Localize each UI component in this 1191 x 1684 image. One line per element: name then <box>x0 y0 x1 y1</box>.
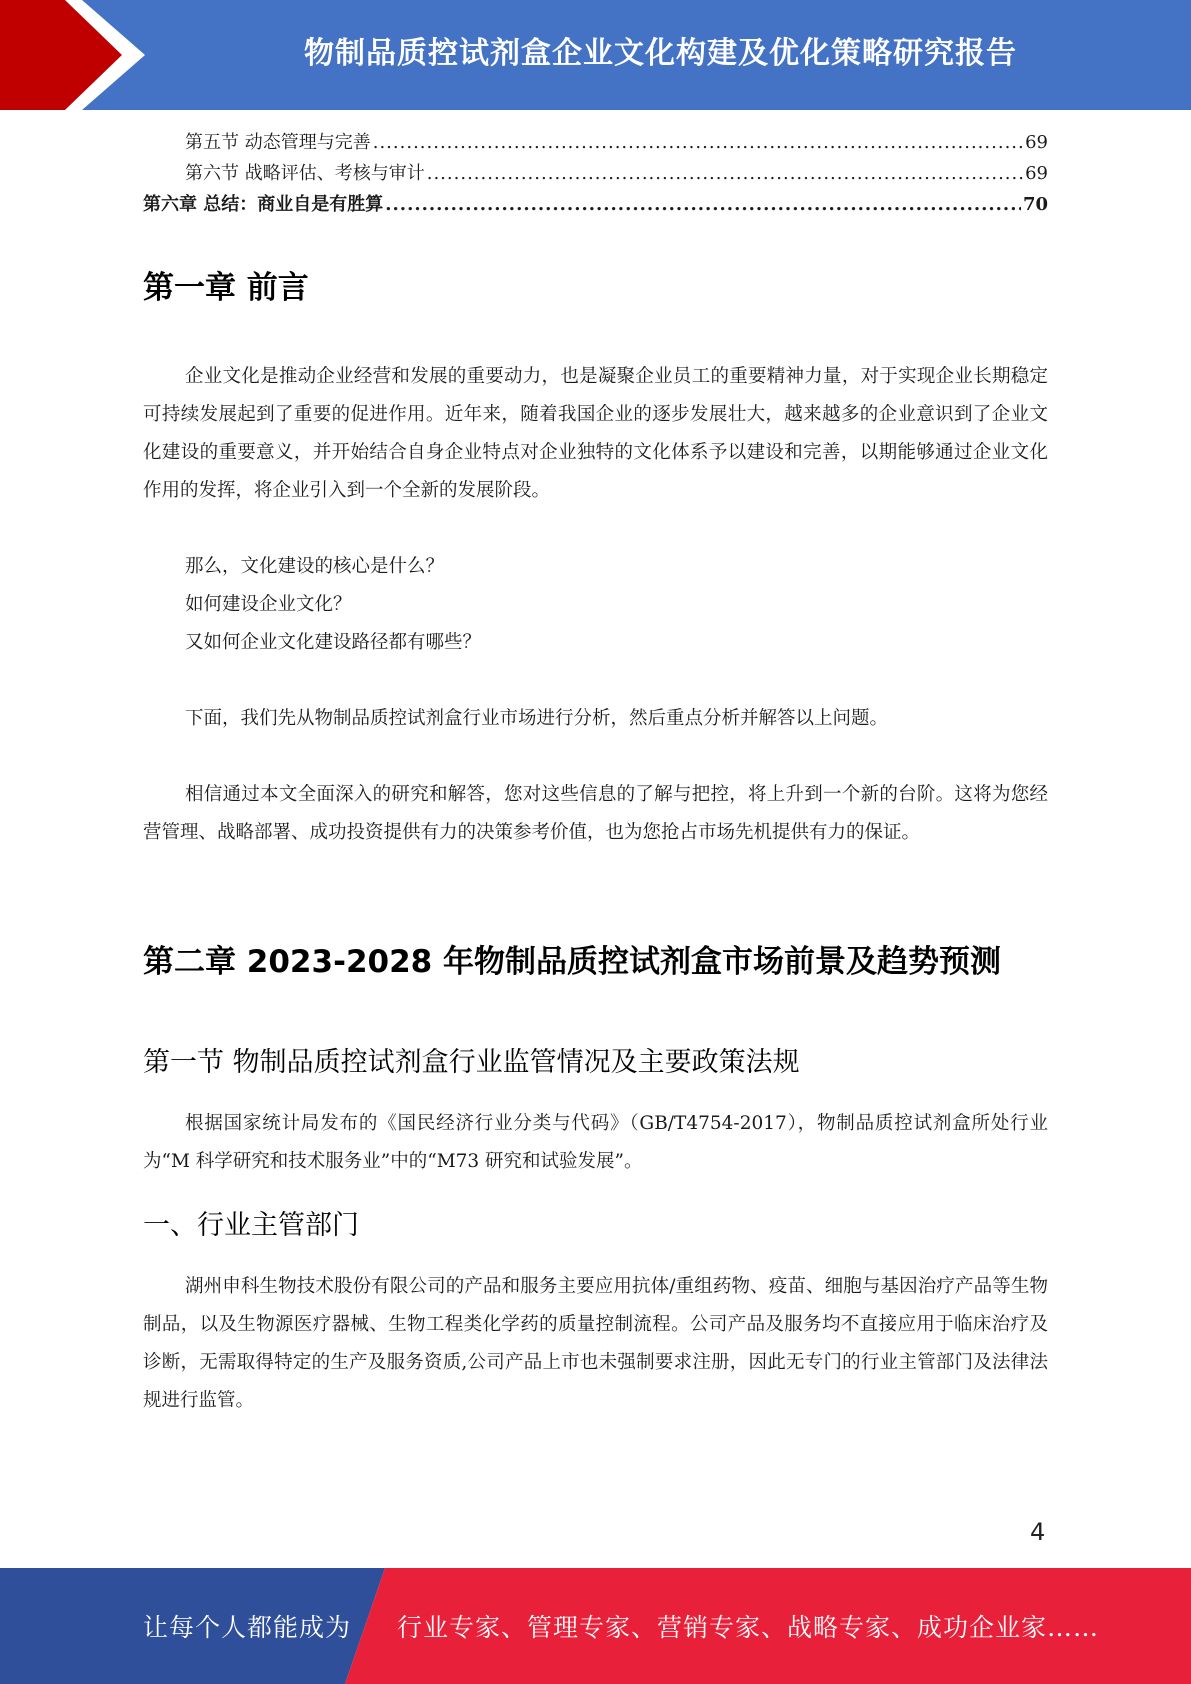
toc-page-number: 69 <box>1025 132 1048 153</box>
subsection-heading: 一、行业主管部门 <box>143 1210 359 1241</box>
toc-row[interactable] <box>143 159 1048 190</box>
body-paragraph: 根据国家统计局发布的《国民经济行业分类与代码》（GB/T4754-2017），物制品质控试剂盒所处行业为“M 科学研究和技术服务业”中的“M73 研究和试验发展”。 <box>143 1113 1048 1172</box>
body-paragraph: 下面，我们先从物制品质控试剂盒行业市场进行分析，然后重点分析并解答以上问题。 <box>185 708 889 729</box>
toc-leader-dots <box>427 163 1023 184</box>
toc-entry-title: 第六章 总结：商业自是有胜算 <box>143 194 384 215</box>
page-number: 4 <box>1030 1518 1046 1546</box>
body-paragraph: 湖州申科生物技术股份有限公司的产品和服务主要应用抗体/重组药物、疫苗、细胞与基因治疗产品等生物制品，以及生物源医疗器械、生物工程类化学药的质量控制流程。公司产品及服务均不直接应用于临床治疗及诊断，无需取得特定的生产及服务资质,公司产品上市也未强制要求注册，因此无专门的行业主管部门及法律法规进行监管。 <box>143 1276 1048 1411</box>
question-line: 如何建设企业文化？ <box>185 594 352 615</box>
toc-leader-dots <box>385 194 1021 215</box>
footer-slogan-right: 行业专家、管理专家、营销专家、战略专家、成功企业家…… <box>397 1613 1100 1642</box>
toc-row[interactable] <box>143 190 1048 221</box>
chapter-heading: 第一章 前言 <box>143 270 309 306</box>
toc-page-number: 70 <box>1022 194 1048 215</box>
body-paragraph: 企业文化是推动企业经营和发展的重要动力，也是凝聚企业员工的重要精神力量，对于实现企业长期稳定可持续发展起到了重要的促进作用。近年来，随着我国企业的逐步发展壮大，越来越多的企业意识到了企业文化建设的重要意义，并开始结合自身企业特点对企业独特的文化体系予以建设和完善，以期能够通过企业文化作用的发挥，将企业引入到一个全新的发展阶段。 <box>143 366 1048 501</box>
body-paragraph: 相信通过本文全面深入的研究和解答，您对这些信息的了解与把控，将上升到一个新的台阶。这将为您经营管理、战略部署、成功投资提供有力的决策参考价值，也为您抢占市场先机提供有力的保证。 <box>143 784 1048 843</box>
page-footer <box>0 1568 1191 1684</box>
toc-leader-dots <box>373 132 1023 153</box>
toc-row[interactable] <box>143 128 1048 159</box>
question-line: 又如何企业文化建设路径都有哪些？ <box>185 632 482 653</box>
question-line: 那么，文化建设的核心是什么？ <box>185 556 445 577</box>
report-title: 物制品质控试剂盒企业文化构建及优化策略研究报告 <box>304 36 1017 71</box>
footer-slogan-left: 让每个人都能成为 <box>143 1613 352 1642</box>
toc-entry-title: 第五节 动态管理与完善 <box>185 132 371 153</box>
section-heading: 第一节 物制品质控试剂盒行业监管情况及主要政策法规 <box>143 1047 800 1078</box>
toc-page-number: 69 <box>1025 163 1048 184</box>
toc-entry-title: 第六节 战略评估、考核与审计 <box>185 163 425 184</box>
page-header <box>0 0 1191 110</box>
table-of-contents <box>143 128 1048 221</box>
chapter-heading: 第二章 2023-2028 年物制品质控试剂盒市场前景及趋势预测 <box>143 944 1002 980</box>
